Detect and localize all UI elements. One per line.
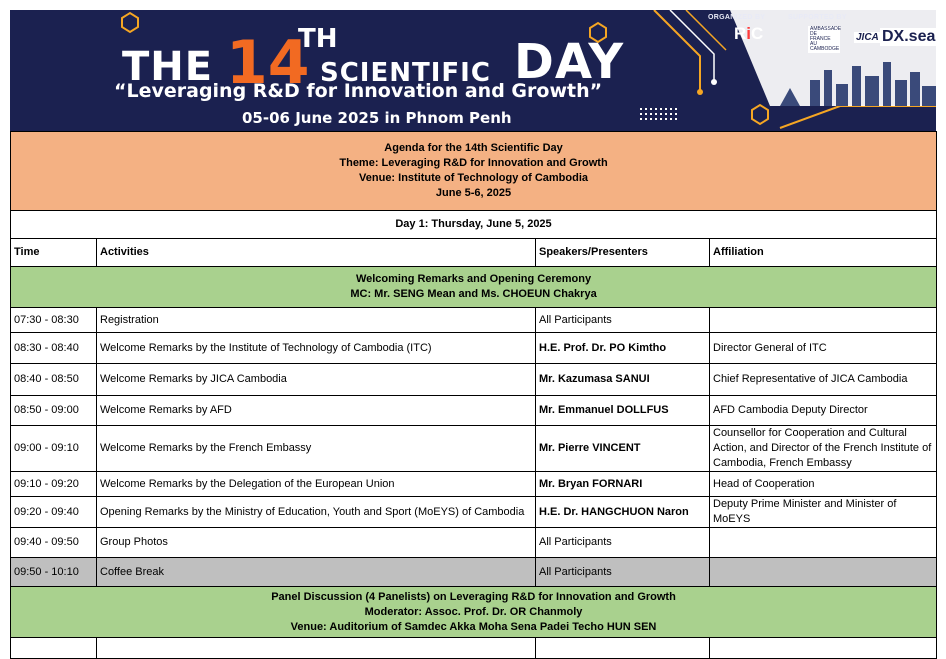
title-scientific: SCIENTIFIC bbox=[320, 58, 491, 88]
day-row bbox=[11, 211, 937, 239]
row-time: 07:30 - 08:30 bbox=[11, 308, 97, 333]
table-row bbox=[11, 333, 937, 364]
row-activity: Opening Remarks by the Ministry of Education, Youth and Sport (MoEYS) of Cambodia bbox=[97, 497, 536, 528]
table-row bbox=[11, 396, 937, 426]
row-speaker bbox=[536, 638, 710, 659]
table-row-coffee-break bbox=[11, 558, 937, 587]
section-opening-title: Welcoming Remarks and Opening Ceremony bbox=[355, 273, 592, 285]
row-speaker: Mr. Bryan FORNARI bbox=[536, 472, 710, 497]
agenda-theme: Theme: Leveraging R&D for Innovation and Growth bbox=[339, 157, 608, 169]
row-affiliation bbox=[710, 558, 937, 587]
row-activity: Welcome Remarks by AFD bbox=[97, 396, 536, 426]
supported-by-label: SUPPORTED BY bbox=[788, 14, 847, 21]
row-affiliation bbox=[710, 638, 937, 659]
row-time: 09:50 - 10:10 bbox=[11, 558, 97, 587]
title-day: DAY bbox=[514, 34, 625, 90]
row-time: 09:10 - 09:20 bbox=[11, 472, 97, 497]
row-activity: Registration bbox=[97, 308, 536, 333]
row-speaker: Mr. Kazumasa SANUI bbox=[536, 364, 710, 396]
section-panel-moderator: Moderator: Assoc. Prof. Dr. OR Chanmoly bbox=[364, 605, 583, 618]
section-opening bbox=[11, 267, 937, 308]
section-row-panel bbox=[11, 587, 937, 638]
row-affiliation: Head of Cooperation bbox=[710, 472, 937, 497]
table-row bbox=[11, 472, 937, 497]
ric-suffix: C bbox=[751, 24, 764, 43]
agenda-table bbox=[10, 131, 937, 659]
ric-prefix: R bbox=[734, 24, 747, 43]
row-affiliation: Chief Representative of JICA Cambodia bbox=[710, 364, 937, 396]
section-row-opening bbox=[11, 267, 937, 308]
row-time: 09:00 - 09:10 bbox=[11, 426, 97, 472]
row-speaker: All Participants bbox=[536, 308, 710, 333]
col-header-affiliation: Affiliation bbox=[710, 239, 937, 267]
col-header-speakers: Speakers/Presenters bbox=[536, 239, 710, 267]
row-speaker: Mr. Pierre VINCENT bbox=[536, 426, 710, 472]
row-speaker: Mr. Emmanuel DOLLFUS bbox=[536, 396, 710, 426]
row-time: 08:30 - 08:40 bbox=[11, 333, 97, 364]
row-activity: Welcome Remarks by the Institute of Technology of Cambodia (ITC) bbox=[97, 333, 536, 364]
row-speaker: All Participants bbox=[536, 528, 710, 558]
row-time: 09:20 - 09:40 bbox=[11, 497, 97, 528]
sponsor-logos bbox=[704, 10, 936, 131]
row-affiliation: Deputy Prime Minister and Minister of MoEYS bbox=[710, 497, 937, 528]
row-time: 08:40 - 08:50 bbox=[11, 364, 97, 396]
row-affiliation: Counsellor for Cooperation and Cultural Action, and Director of the French Institute of Cambodia, French Embassy bbox=[710, 426, 937, 472]
col-header-activities: Activities bbox=[97, 239, 536, 267]
row-activity bbox=[97, 638, 536, 659]
table-row bbox=[11, 308, 937, 333]
column-header-row bbox=[11, 239, 937, 267]
row-speaker: All Participants bbox=[536, 558, 710, 587]
row-time: 09:40 - 09:50 bbox=[11, 528, 97, 558]
agenda-title: Agenda for the 14th Scientific Day bbox=[384, 142, 563, 154]
row-activity: Welcome Remarks by the French Embassy bbox=[97, 426, 536, 472]
row-speaker: H.E. Prof. Dr. PO Kimtho bbox=[536, 333, 710, 364]
agenda-venue: Venue: Institute of Technology of Cambodia bbox=[359, 172, 589, 184]
dxsea-logo: DX.sea bbox=[882, 28, 936, 45]
table-row bbox=[11, 638, 937, 659]
french-embassy-logo: AMBASSADE DE FRANCE AU CAMBODGE bbox=[810, 26, 842, 52]
row-activity: Group Photos bbox=[97, 528, 536, 558]
row-affiliation: AFD Cambodia Deputy Director bbox=[710, 396, 937, 426]
row-time: 08:50 - 09:00 bbox=[11, 396, 97, 426]
event-dateline: 05-06 June 2025 in Phnom Penh bbox=[242, 109, 512, 127]
table-row bbox=[11, 528, 937, 558]
title-number: 14 bbox=[226, 28, 310, 98]
section-panel-title: Panel Discussion (4 Panelists) on Leveraging R&D for Innovation and Growth bbox=[271, 590, 676, 603]
row-time bbox=[11, 638, 97, 659]
row-affiliation bbox=[710, 308, 937, 333]
section-panel bbox=[11, 587, 937, 638]
title-suffix: TH bbox=[298, 24, 338, 54]
col-header-time: Time bbox=[11, 239, 97, 267]
row-affiliation: Director General of ITC bbox=[710, 333, 937, 364]
event-banner bbox=[10, 10, 936, 131]
row-activity: Welcome Remarks by the Delegation of the European Union bbox=[97, 472, 536, 497]
organized-by-label: ORGANIZED BY bbox=[708, 14, 766, 21]
ric-logo bbox=[734, 24, 763, 44]
title-the: THE bbox=[122, 44, 214, 90]
row-speaker: H.E. Dr. HANGCHUON Naron bbox=[536, 497, 710, 528]
agenda-header bbox=[11, 132, 937, 211]
table-row bbox=[11, 426, 937, 472]
section-opening-mc: MC: Mr. SENG Mean and Ms. CHOEUN Chakrya bbox=[350, 288, 597, 300]
jica-logo: JICA bbox=[856, 32, 879, 43]
ric-accent: i bbox=[746, 24, 752, 43]
agenda-dates: June 5-6, 2025 bbox=[435, 187, 512, 199]
row-activity: Coffee Break bbox=[97, 558, 536, 587]
agenda-header-row bbox=[11, 132, 937, 211]
table-row bbox=[11, 497, 937, 528]
table-row bbox=[11, 364, 937, 396]
section-panel-venue: Venue: Auditorium of Samdec Akka Moha Sena Padei Techo HUN SEN bbox=[290, 620, 657, 633]
row-affiliation bbox=[710, 528, 937, 558]
day-label: Day 1: Thursday, June 5, 2025 bbox=[11, 211, 937, 239]
row-activity: Welcome Remarks by JICA Cambodia bbox=[97, 364, 536, 396]
event-slogan: “Leveraging R&D for Innovation and Growth” bbox=[114, 80, 603, 102]
